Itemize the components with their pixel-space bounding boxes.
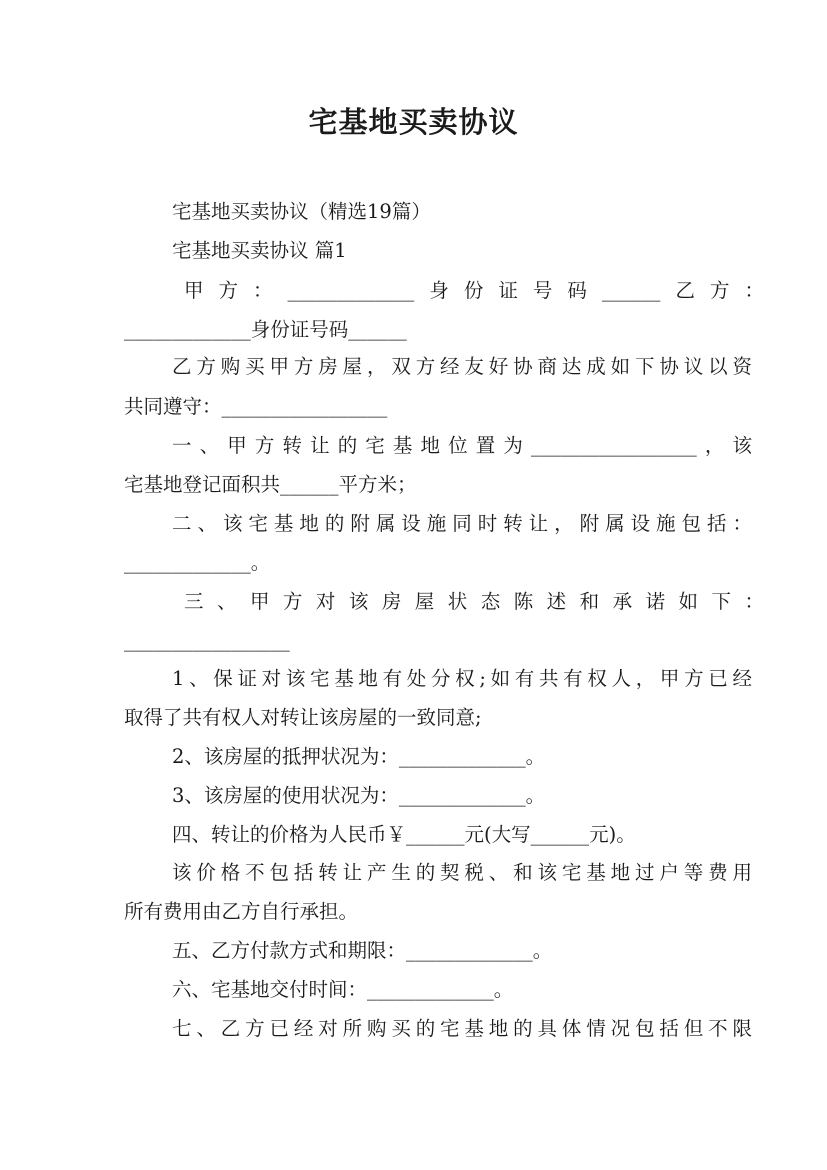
clause-line: 一、甲方转让的宅基地位置为_________________，该	[172, 434, 752, 457]
clause-line: 宅基地登记面积共______平方米；	[124, 473, 417, 496]
clause-line: 1、保证对该宅基地有处分权;如有共有权人，甲方已经	[172, 667, 752, 690]
paragraph-line: 共同遵守：_________________	[124, 395, 388, 418]
clause-line: 七、乙方已经对所购买的宅基地的具体情况包括但不限	[172, 1017, 752, 1040]
clause-line: _____________。	[124, 551, 271, 574]
paragraph-line: 乙方购买甲方房屋，双方经友好协商达成如下协议以资	[172, 355, 752, 378]
document-title: 宅基地买卖协议	[308, 105, 519, 139]
clause-line: _________________	[124, 629, 290, 652]
clause-line: 该价格不包括转让产生的契税、和该宅基地过户等费用	[172, 861, 752, 884]
party-line-1: 甲方：_____________身份证号码______乙方：	[184, 279, 764, 302]
clause-line: 取得了共有权人对转让该房屋的一致同意;	[124, 706, 482, 729]
party-line-2: _____________身份证号码______	[124, 318, 407, 341]
subtitle-line: 宅基地买卖协议（精选19篇）	[172, 200, 431, 223]
clause-line: 3、该房屋的使用状况为：_____________。	[172, 784, 546, 807]
clause-line: 五、乙方付款方式和期限：_____________。	[172, 939, 553, 962]
clause-line: 二、该宅基地的附属设施同时转让，附属设施包括：	[172, 512, 752, 535]
section-heading: 宅基地买卖协议 篇1	[172, 239, 347, 262]
clause-line: 四、转让的价格为人民币￥______元(大写______元)。	[172, 823, 636, 846]
clause-line: 所有费用由乙方自行承担。	[124, 900, 359, 923]
clause-line: 三、甲方对该房屋状态陈述和承诺如下：	[184, 590, 764, 613]
clause-line: 六、宅基地交付时间：_____________。	[172, 978, 514, 1001]
clause-line: 2、该房屋的抵押状况为：_____________。	[172, 745, 546, 768]
